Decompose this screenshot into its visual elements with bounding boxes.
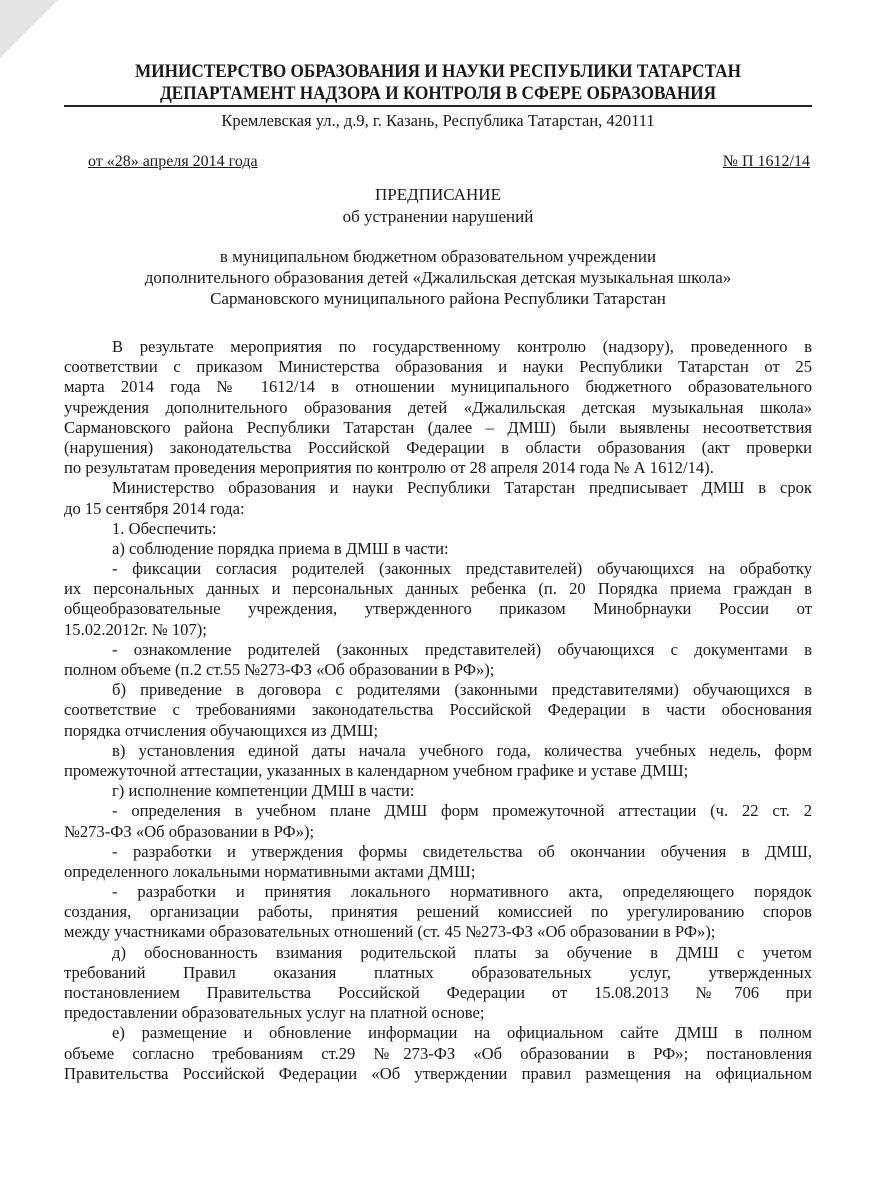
document-body	[64, 337, 812, 1084]
body-text-line: промежуточной аттестации, указанных в календарном учебном графике и уставе ДМШ;	[64, 760, 689, 780]
body-text-line: порядка отчисления обучающихся из ДМШ;	[64, 720, 379, 740]
body-text-line: предоставлении образовательных услуг на платной основе;	[64, 1003, 485, 1023]
body-text-line: требований Правил оказания платных образовательных услуг, утвержденных	[64, 962, 812, 982]
body-text-line: - разработки и утверждения формы свидетельства об окончании обучения в ДМШ,	[112, 841, 812, 861]
body-text-line: соответствие с требованиями законодательства Российской Федерации в части обоснования	[64, 700, 812, 720]
body-text-line: их персональных данных и персональных данных ребенка (п. 20 Порядка приема граждан в	[64, 579, 812, 599]
body-text-line: г) исполнение компетенции ДМШ в части:	[112, 781, 415, 801]
body-text-line: - разработки и принятия локального нормативного акта, определяющего порядок	[112, 882, 812, 902]
body-text-line: полном объеме (п.2 ст.55 №273-ФЗ «Об образовании в РФ»);	[64, 660, 495, 679]
body-text-line: 1. Обеспечить:	[112, 518, 217, 538]
body-text-line: Правительства Российской Федерации «Об утверждении правил размещения на официальном	[64, 1063, 812, 1083]
body-text-line: (нарушения) законодательства Российской Федерации в области образования (акт проверки	[64, 437, 812, 457]
institution-line: дополнительного образования детей «Джалильская детская музыкальная школа»	[144, 268, 732, 287]
document-number: № П 1612/14	[722, 153, 810, 170]
body-text-line: В результате мероприятия по государственному контролю (надзору), проведенного в	[112, 337, 812, 356]
body-text-line: - ознакомление родителей (законных представителей) обучающихся с документами в	[112, 639, 812, 659]
document-date: от «28» апреля 2014 года	[88, 153, 258, 170]
institution-line: Сармановского муниципального района Республики Татарстан	[210, 289, 666, 308]
folded-page-corner	[0, 0, 58, 58]
body-text-line: постановлением Правительства Российской Федерации от 15.08.2013 №706 при	[64, 983, 812, 1002]
ministry-heading: МИНИСТЕРСТВО ОБРАЗОВАНИЯ И НАУКИ РЕСПУБЛИКИ ТАТАРСТАН	[134, 62, 742, 82]
body-text-line: соответствии с приказом Министерства образования и науки Республики Татарстан от 25	[64, 357, 812, 377]
body-text-line: по результатам проведения мероприятия по контролю от 28 апреля 2014 года № А 1612/14).	[64, 458, 714, 478]
body-text-line: е) размещение и обновление информации на официальном сайте ДМШ в полном	[112, 1023, 812, 1043]
body-text-line: д) обоснованность взимания родительской платы за обучение в ДМШ с учетом	[112, 942, 812, 962]
body-text-line: объеме согласно требованиям ст.29 №273-ФЗ «Об образовании в РФ»; постановления	[64, 1043, 812, 1063]
body-text-line: в) установления единой даты начала учебного года, количества учебных недель, форм	[112, 740, 812, 760]
body-text-line: - определения в учебном плане ДМШ форм промежуточной аттестации (ч. 22 ст. 2	[112, 801, 812, 821]
body-text-line: определенного локальными нормативными актами ДМШ;	[64, 861, 476, 881]
body-text-line: учреждения дополнительного образования детей «Джалильская детская музыкальная школа»	[64, 397, 812, 417]
body-text-line: б) приведение в договора с родителями (законными представителями) обучающихся в	[112, 680, 812, 700]
body-text-line: Министерство образования и науки Республики Татарстан предписывает ДМШ в срок	[112, 478, 812, 498]
body-text-line: №273-ФЗ «Об образовании в РФ»);	[64, 821, 315, 841]
address: Кремлевская ул., д.9, г. Казань, Республика Татарстан, 420111	[221, 111, 655, 130]
body-text-line: - фиксации согласия родителей (законных представителей) обучающихся на обработку	[112, 559, 812, 579]
body-text-line: Сармановского района Республики Татарстан (далее – ДМШ) были выявлены несоответствия	[64, 417, 812, 437]
institution-line: в муниципальном бюджетном образовательном учреждении	[219, 247, 657, 266]
body-text-line: общеобразовательные учреждения, утвержденного приказом Минобрнауки России от	[64, 599, 812, 619]
header-divider	[64, 105, 812, 107]
body-text-line: 15.02.2012г. № 107);	[64, 619, 207, 639]
body-text-line: создания, организации работы, принятия решений комиссией по урегулированию споров	[64, 902, 812, 922]
body-text-line: до 15 сентября 2014 года:	[64, 498, 245, 518]
body-text-line: марта 2014 года № 1612/14 в отношении муниципального бюджетного образовательного	[64, 377, 812, 397]
document-title: ПРЕДПИСАНИЕ	[375, 185, 501, 204]
body-text-line: между участниками образовательных отношений (ст. 45 №273-ФЗ «Об образовании в РФ»);	[64, 922, 716, 942]
body-text-line: а) соблюдение порядка приема в ДМШ в части:	[112, 538, 449, 558]
department-heading: ДЕПАРТАМЕНТ НАДЗОРА И КОНТРОЛЯ В СФЕРЕ ОБРАЗОВАНИЯ	[159, 84, 717, 104]
document-subtitle: об устранении нарушений	[342, 207, 534, 226]
